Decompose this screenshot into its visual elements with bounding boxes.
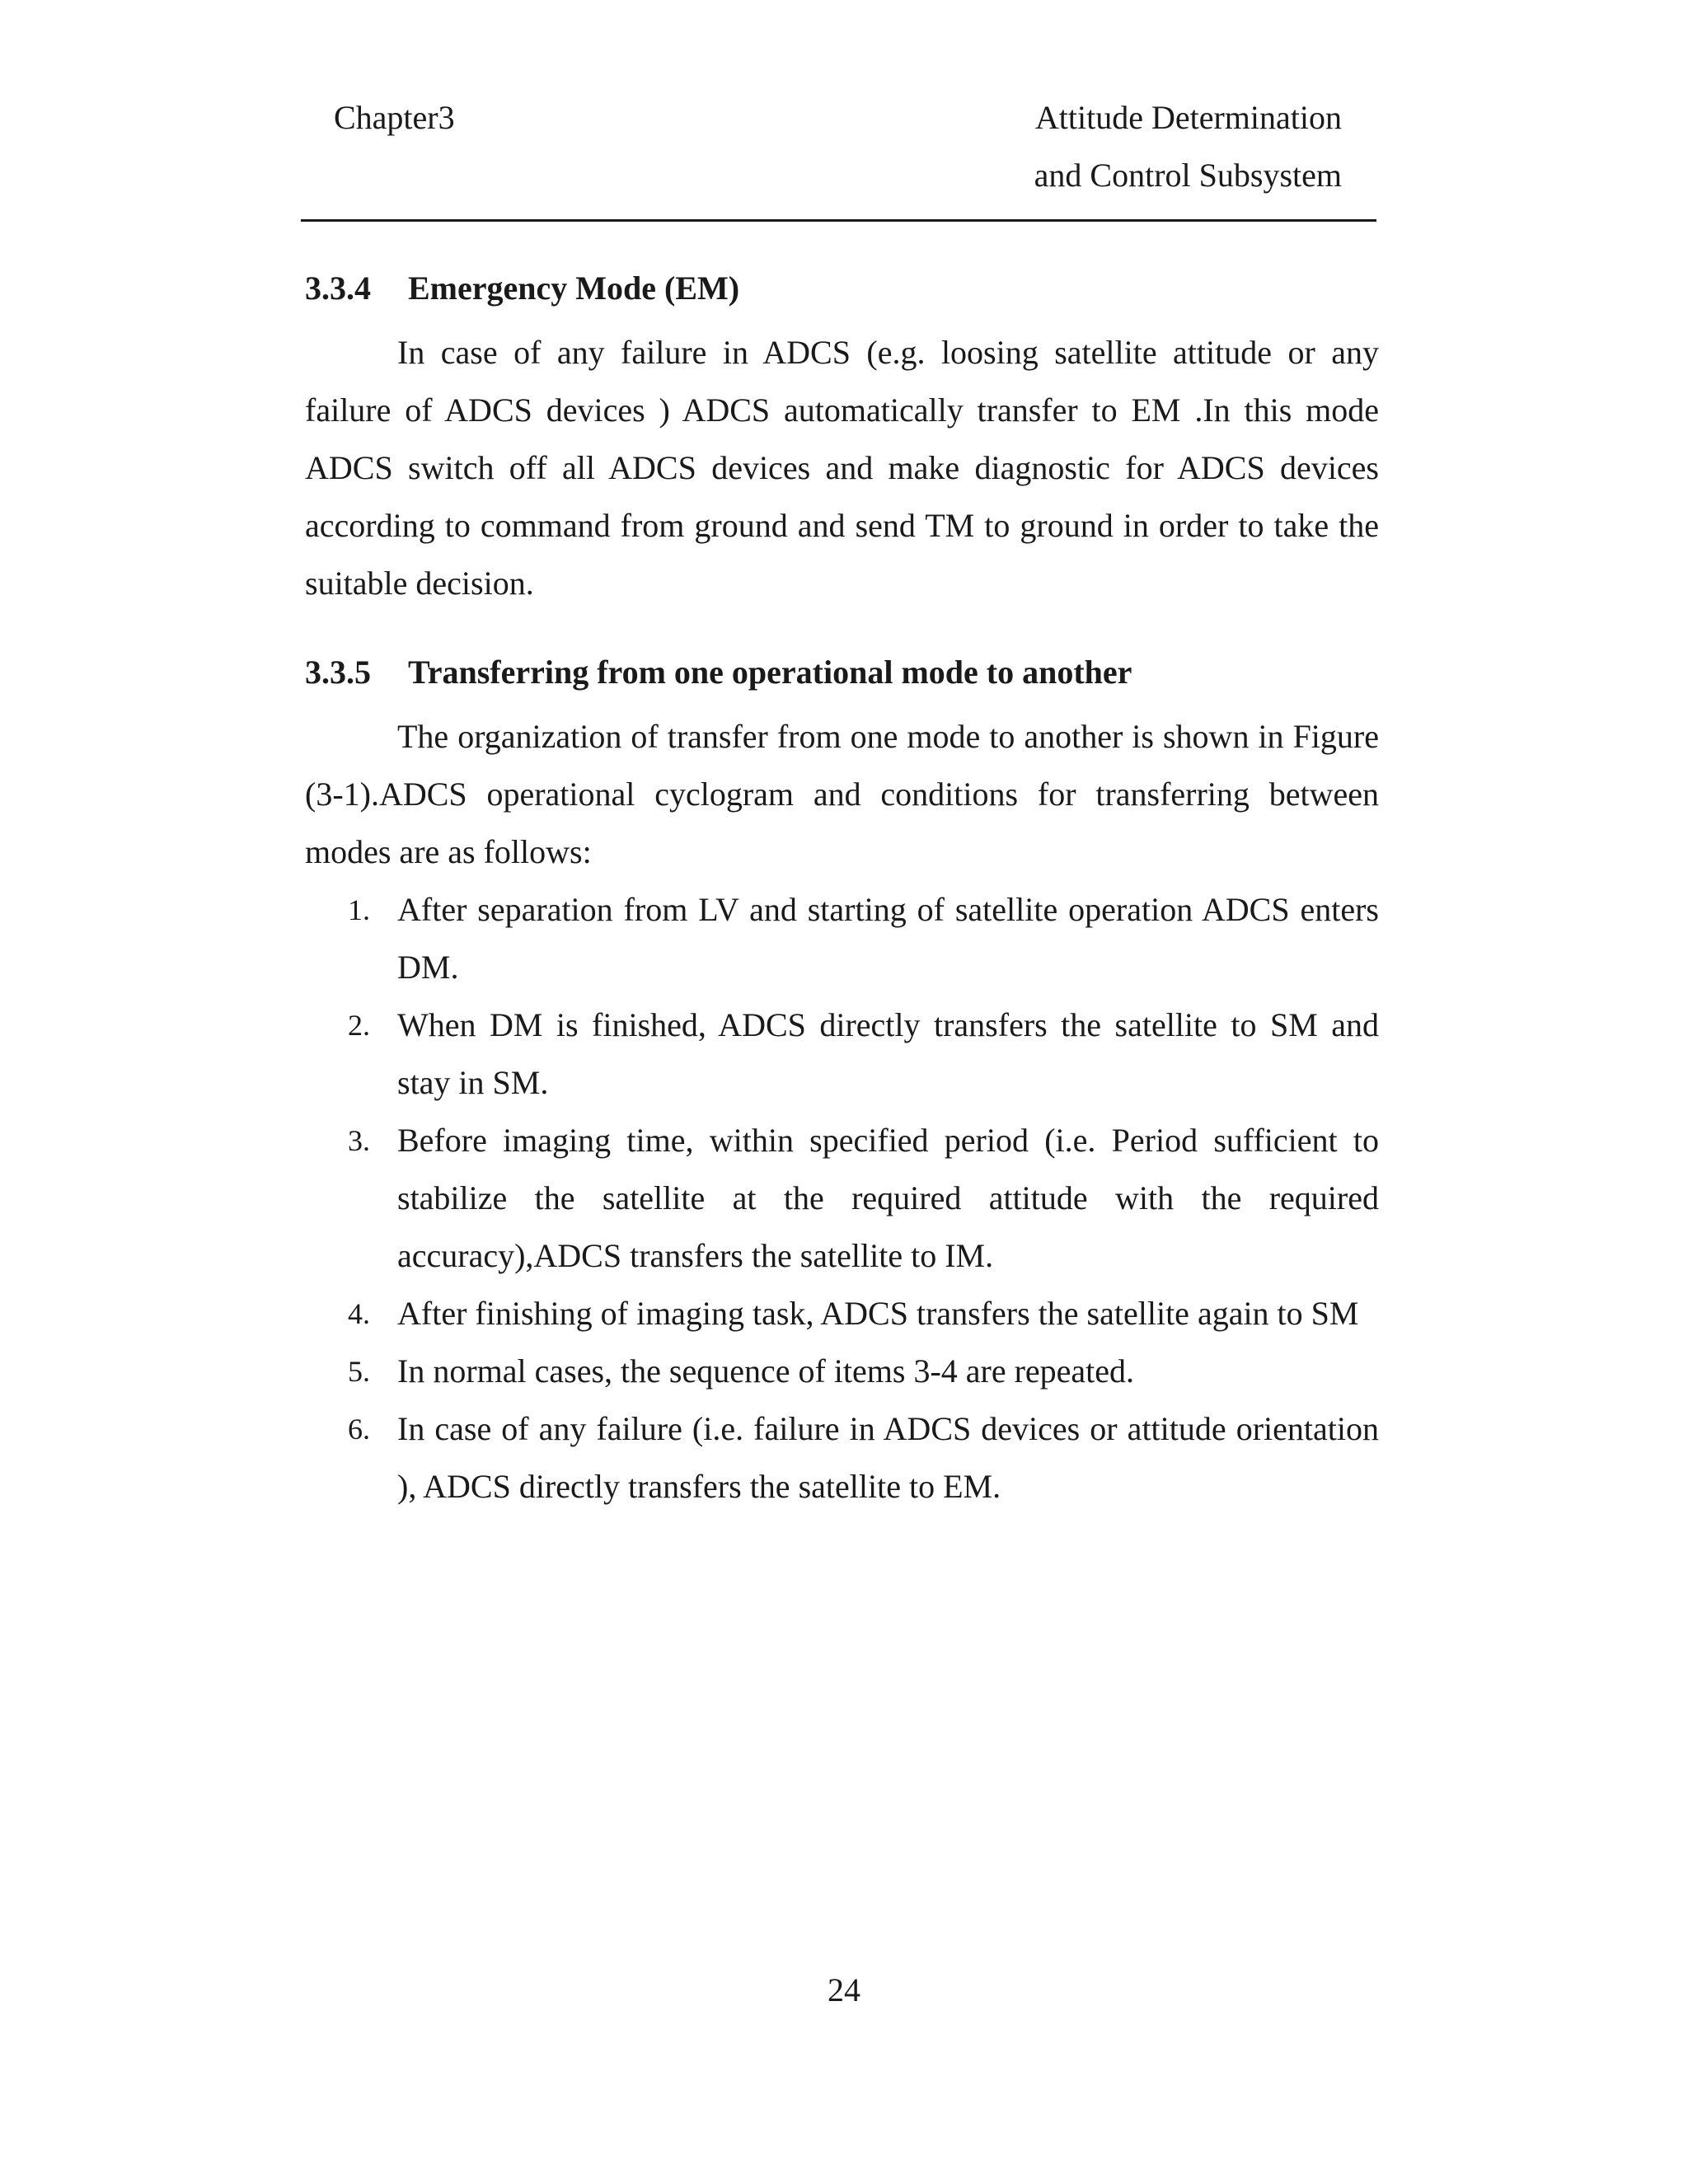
section-heading-3-3-4 xyxy=(305,260,1379,317)
mode-transfer-list xyxy=(305,881,1379,1516)
list-item-number: 6. xyxy=(348,1413,370,1446)
list-item-text: Before imaging time, within specified period (i.e. Period sufficient to stabilize the satellite at the required attitude with the required accuracy),ADCS transfers the satellite to IM. xyxy=(397,1122,1379,1274)
section-number: 3.3.5 xyxy=(305,654,371,691)
list-item-text: After finishing of imaging task, ADCS transfers the satellite again to SM xyxy=(397,1295,1359,1332)
paragraph-transferring-modes: The organization of transfer from one mode to another is shown in Figure (3-1).ADCS operational cyclogram and conditions for transferring between modes are as follows: xyxy=(305,718,1379,870)
list-item xyxy=(305,1112,1379,1285)
paragraph-emergency-mode: In case of any failure in ADCS (e.g. loosing satellite attitude or any failure of ADCS devices ) ADCS automatically transfer to EM .In this mode ADCS switch off all ADCS devices and make diagnostic for ADCS devices according to command from ground and send TM to ground in order to take the suitable decision. xyxy=(305,334,1379,602)
list-item-number: 4. xyxy=(348,1297,370,1330)
running-header-title xyxy=(1034,89,1342,204)
list-item-number: 5. xyxy=(348,1355,370,1388)
list-item-text: When DM is finished, ADCS directly transfers the satellite to SM and stay in SM. xyxy=(397,1006,1379,1101)
running-header-title-line1: Attitude Determination xyxy=(1034,99,1342,136)
section-title: Transferring from one operational mode to another xyxy=(408,654,1132,691)
header-divider xyxy=(301,219,1376,222)
page-body xyxy=(305,260,1379,1516)
section-heading-3-3-5 xyxy=(305,644,1379,701)
running-header-chapter: Chapter3 xyxy=(334,99,455,136)
list-item-text: In case of any failure (i.e. failure in ADCS devices or attitude orientation ), ADCS directly transfers the satellite to EM. xyxy=(397,1410,1379,1505)
running-header-title-line2: and Control Subsystem xyxy=(1034,157,1342,194)
list-item xyxy=(305,1400,1379,1516)
section-number: 3.3.4 xyxy=(305,269,371,307)
section-title: Emergency Mode (EM) xyxy=(408,269,740,307)
list-item-number: 3. xyxy=(348,1124,370,1157)
list-item xyxy=(305,996,1379,1112)
list-item-text: After separation from LV and starting of satellite operation ADCS enters DM. xyxy=(397,891,1379,986)
list-item xyxy=(305,1285,1379,1343)
list-item-text: In normal cases, the sequence of items 3-4 are repeated. xyxy=(397,1352,1135,1390)
list-item xyxy=(305,1343,1379,1400)
list-item xyxy=(305,881,1379,996)
page-number: 24 xyxy=(828,1971,860,2008)
list-item-number: 2. xyxy=(348,1009,370,1042)
list-item-number: 1. xyxy=(348,893,370,926)
